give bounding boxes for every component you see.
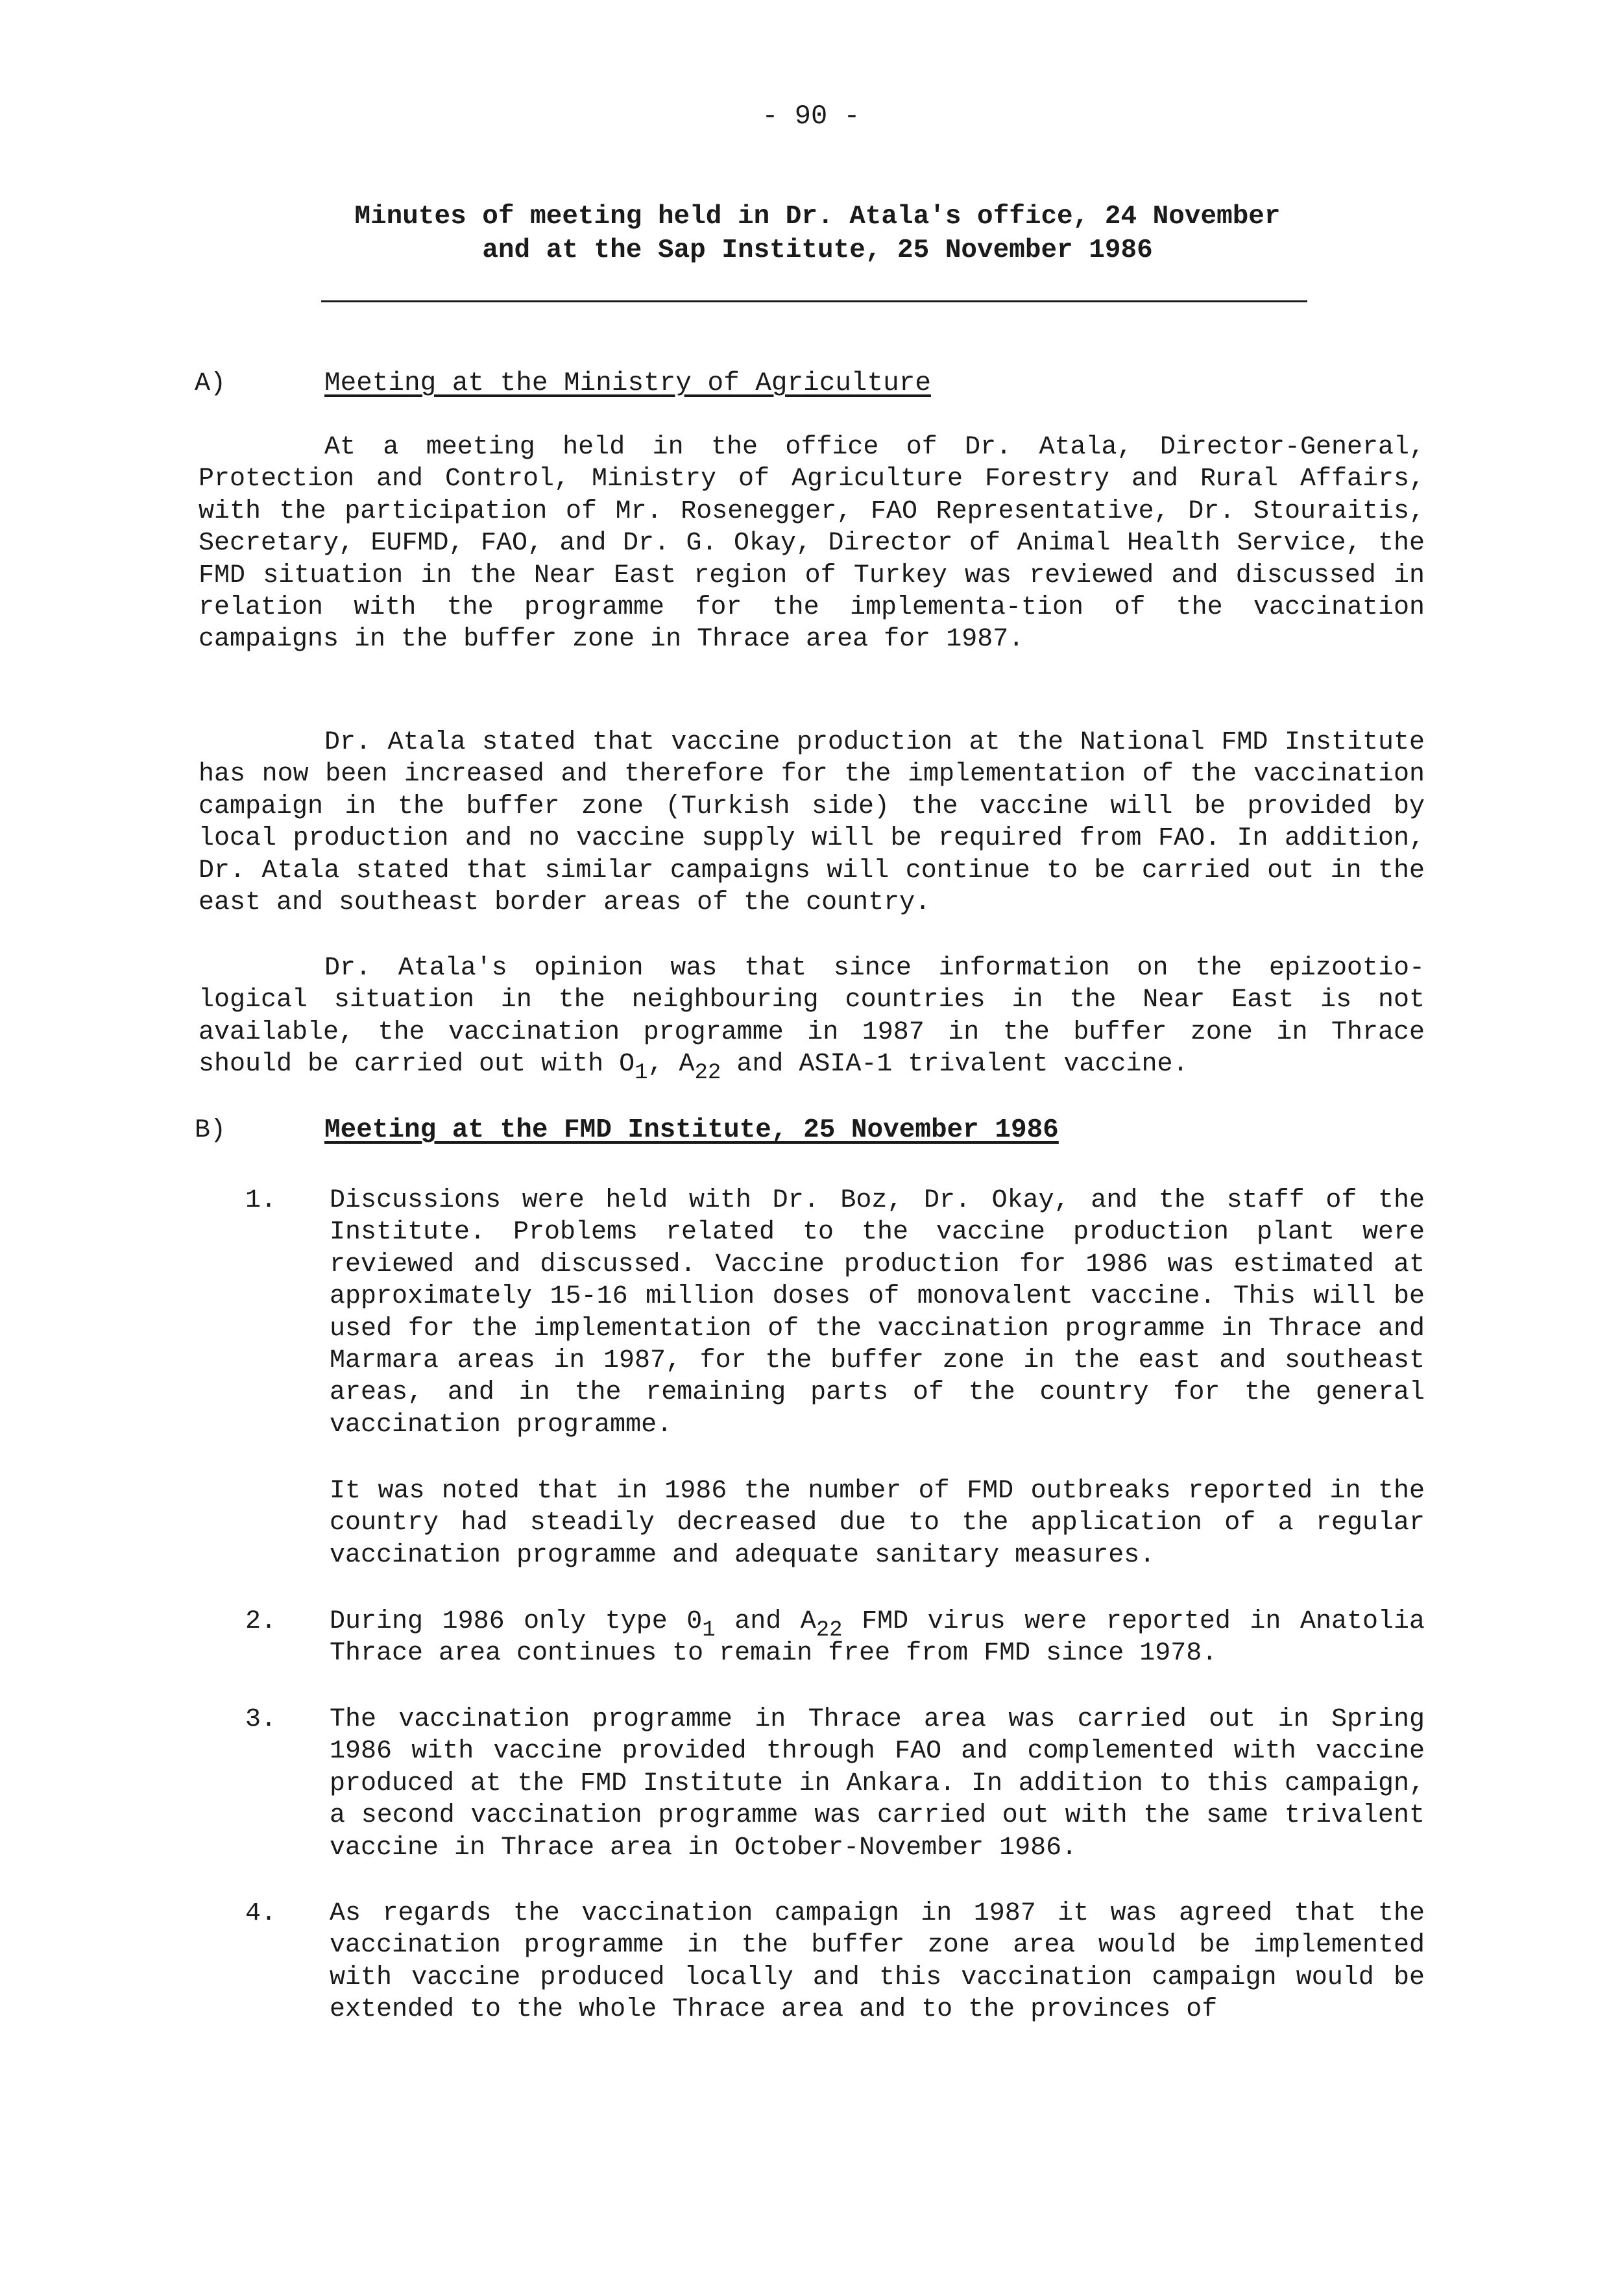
list-item-3: The vaccination programme in Thrace area was carried out in Spring 1986 with vaccine provided through FAO and complemented with vaccine produced at the FMD Institute in Ankara. In addition to this campaign, a second vaccination programme was carried out with the same trivalent vaccine in Thrace area in October-November 1986.: [330, 1705, 1425, 1863]
list-item-number: 3.: [245, 1705, 277, 1734]
section-a-paragraph-1: At a meeting held in the office of Dr. Atala, Director-General, Protection and Control, Ministry of Agriculture Forestry and Rural Affairs, with the participation of Mr. Rosenegger, FAO Representative, Dr. Stouraitis, Secretary, EUFMD, FAO, and Dr. G. Okay, Director of Animal Health Service, the FMD situation in the Near East region of Turkey was reviewed and discussed in relation with the programme for the implementa-tion of the vaccination campaigns in the buffer zone in Thrace area for 1987.: [199, 433, 1425, 655]
page-number: - 90 -: [762, 101, 860, 132]
title-line-2: and at the Sap Institute, 25 November 1986: [482, 236, 1153, 265]
list-item-number: 1.: [245, 1186, 277, 1215]
title-divider: [321, 300, 1307, 302]
list-item-number: 2.: [245, 1607, 277, 1636]
section-a-paragraph-2: Dr. Atala stated that vaccine production at the National FMD Institute has now been increased and therefore for the implementation of the vaccination campaign in the buffer zone (Turkish side) the vaccine will be provided by local production and no vaccine supply will be required from FAO. In addition, Dr. Atala stated that similar campaigns will continue to be carried out in the east and southeast border areas of the country.: [199, 728, 1425, 918]
section-a-paragraph-3: Dr. Atala's opinion was that since information on the epizootio-logical situation in the neighbouring countries in the Near East is not available, the vaccination programme in 1987 in the buffer zone in Thrace should be carried out with $O_1$, $A_{22}$ and ASIA-1 trivalent vaccine.: [199, 954, 1425, 1086]
list-item-1: Discussions were held with Dr. Boz, Dr. Okay, and the staff of the Institute. Problems related to the vaccine production plant were reviewed and discussed. Vaccine production for 1986 was estimated at approximately 15-16 million doses of monovalent vaccine. This will be used for the implementation of the vaccination programme in Thrace and Marmara areas in 1987, for the buffer zone in the east and southeast areas, and in the remaining parts of the country for the general vaccination programme.: [330, 1186, 1425, 1440]
section-a-letter: A): [195, 369, 226, 398]
page-title: [305, 200, 1330, 267]
list-item-2: During 1986 only type $0_1$ and $A_{22}$ FMD virus were reported in Anatolia Thrace area continues to remain free from FMD since 1978.: [330, 1607, 1425, 1669]
list-item-number: 4.: [245, 1899, 277, 1928]
section-b-letter: B): [195, 1116, 226, 1145]
subscript: 1: [635, 1061, 648, 1086]
subscript: 22: [694, 1061, 721, 1086]
list-item-4: As regards the vaccination campaign in 1987 it was agreed that the vaccination programme in the buffer zone area would be implemented with vaccine produced locally and this vaccination campaign would be extended to the whole Thrace area and to the provinces of: [330, 1899, 1425, 2025]
list-item-1-note: It was noted that in 1986 the number of FMD outbreaks reported in the country had steadily decreased due to the application of a regular vaccination programme and adequate sanitary measures.: [330, 1477, 1425, 1570]
section-b-heading: Meeting at the FMD Institute, 25 November 1986: [324, 1115, 1059, 1145]
subscript: 22: [816, 1617, 843, 1643]
subscript: 1: [702, 1617, 716, 1643]
title-line-1: Minutes of meeting held in Dr. Atala's office, 24 November: [354, 202, 1281, 232]
section-a-heading: Meeting at the Ministry of Agriculture: [324, 369, 931, 398]
